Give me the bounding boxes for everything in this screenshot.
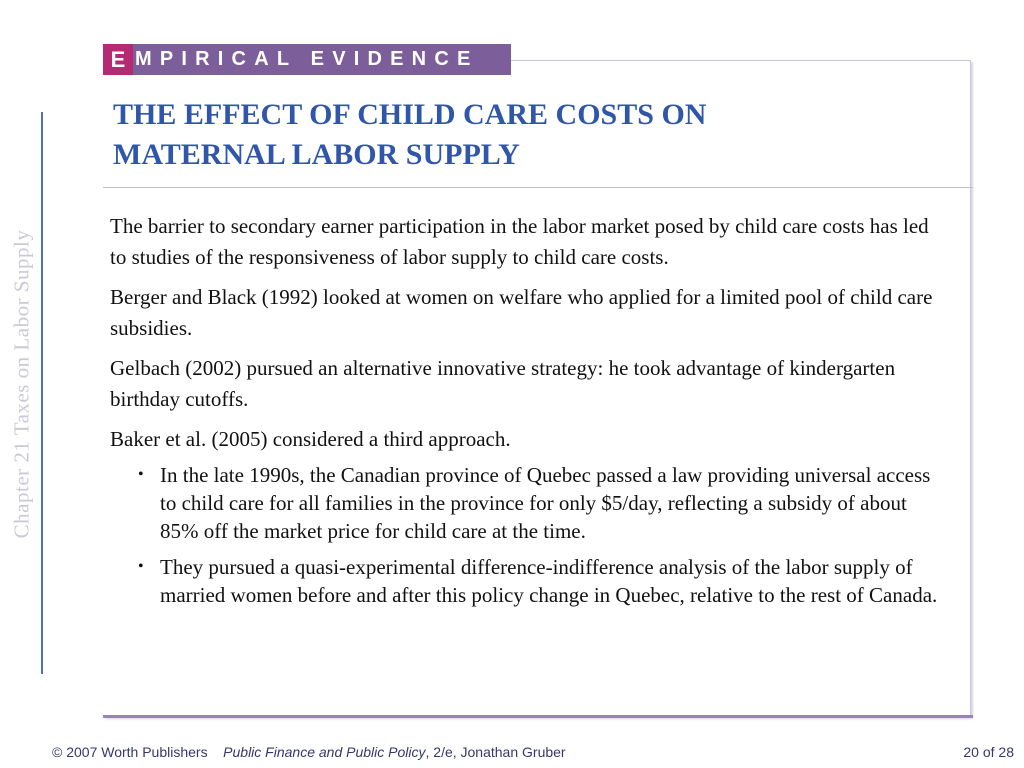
slide-body bbox=[110, 211, 950, 617]
footer-book-title: Public Finance and Public Policy bbox=[223, 744, 426, 760]
paragraph: Berger and Black (1992) looked at women on welfare who applied for a limited pool of child care subsidies. bbox=[110, 285, 933, 340]
badge-first-letter: E bbox=[103, 44, 133, 75]
title-divider bbox=[103, 187, 973, 188]
bullet-text: In the late 1990s, the Canadian province of Quebec passed a law providing universal access to child care for all families in the province for only $5/day, reflecting a subsidy of about 85% off the market price for child care at the time. bbox=[160, 463, 931, 543]
footer-edition-author: , 2/e, Jonathan Gruber bbox=[425, 744, 566, 760]
bullet-item bbox=[110, 553, 950, 609]
title-line-2: MATERNAL LABOR SUPPLY bbox=[113, 138, 520, 171]
paragraph: Gelbach (2002) pursued an alternative innovative strategy: he took advantage of kindergarten birthday cutoffs. bbox=[110, 356, 896, 411]
frame-bottom-rule bbox=[103, 715, 973, 718]
bullet-item bbox=[110, 461, 950, 545]
paragraph: The barrier to secondary earner participation in the labor market posed by child care costs has led to studies of the responsiveness of labor supply to child care costs. bbox=[110, 214, 929, 269]
title-line-1: THE EFFECT OF CHILD CARE COSTS ON bbox=[113, 98, 707, 131]
footer-credit bbox=[52, 744, 566, 760]
footer-copyright: © 2007 Worth Publishers bbox=[52, 744, 208, 760]
empirical-evidence-badge bbox=[103, 44, 511, 75]
bullet-text: They pursued a quasi-experimental difference-indifference analysis of the labor supply of married women before and after this policy change in Quebec, relative to the rest of Canada. bbox=[160, 555, 938, 607]
chapter-side-label: Chapter 21 Taxes on Labor Supply bbox=[9, 229, 34, 539]
bullet-marker: • bbox=[138, 466, 144, 483]
slide-title bbox=[113, 95, 913, 175]
badge-label: MPIRICAL EVIDENCE bbox=[135, 48, 479, 70]
paragraph: Baker et al. (2005) considered a third approach. bbox=[110, 427, 511, 451]
side-rule bbox=[41, 112, 43, 674]
page-number: 20 of 28 bbox=[963, 744, 1014, 760]
bullet-list bbox=[110, 461, 950, 609]
bullet-marker: • bbox=[138, 558, 144, 575]
